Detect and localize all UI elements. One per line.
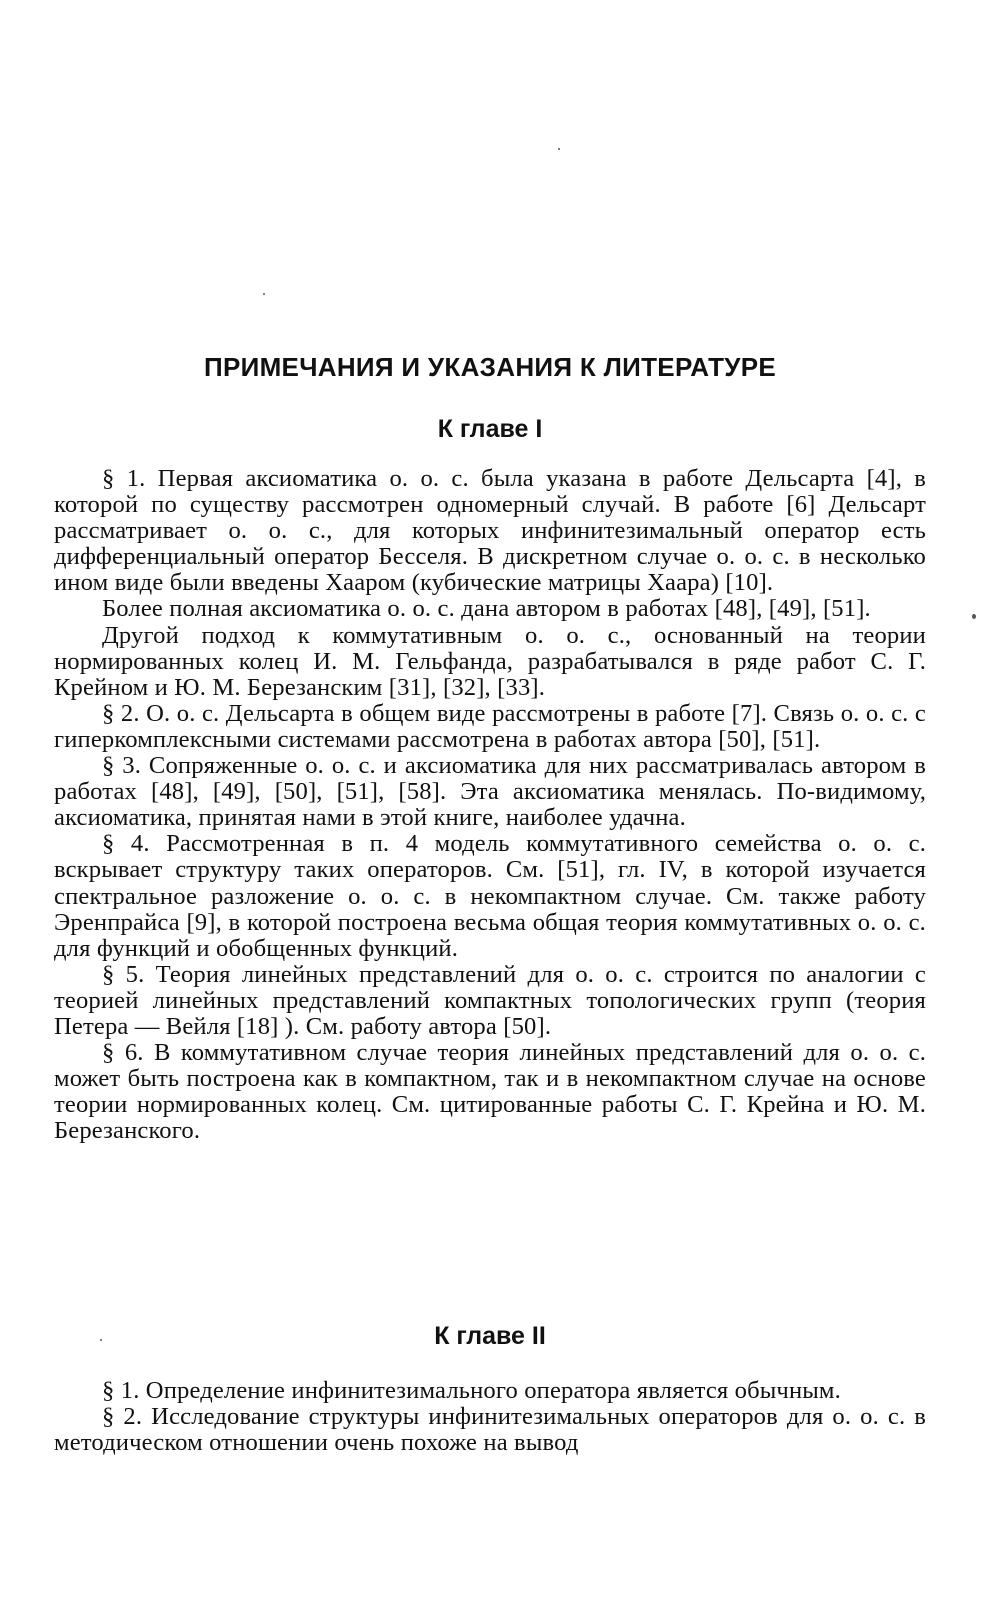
scan-speck: [558, 148, 560, 150]
note-paragraph: § 1. Определение инфинитезимального оператора является обычным.: [102, 1377, 841, 1404]
note-paragraph: § 4. Рассмотренная в п. 4 модель коммутативного семейства о. о. с. вскрывает структуру таких операторов. См. [51], гл. IV, в которой изучается спектральное разложение о. о. с. в некомпактном случае. См. также работу Эренпрайса [9], в которой построена весьма общая теория коммутативных о. о. с. для функций и обобщенных функций.: [54, 830, 926, 962]
note-paragraph: Другой подход к коммутативным о. о. с., основанный на теории нормированных колец И. М. Гельфанда, разрабатывался в ряде работ С. Г. Крейном и Ю. М. Березанским [31], [32], [33].: [54, 621, 926, 701]
note-paragraph: Более полная аксиоматика о. о. с. дана автором в работах [48], [49], [51].: [102, 595, 871, 623]
chapter-1-notes: [54, 466, 926, 1144]
note-paragraph: § 1. Первая аксиоматика о. о. с. была указана в работе Дельсарта [4], в которой по существу рассмотрен одномерный случай. В работе [6] Дельсарт рассматривает о. о. с., для которых инфинитезимальный оператор есть дифференциальный оператор Бесселя. В дискретном случае о. о. с. в несколько ином виде были введены Хааром (кубические матрицы Хаара) [10].: [54, 465, 926, 597]
chapter-2-notes: [54, 1378, 926, 1456]
chapter-heading-1: К главе I: [437, 415, 543, 443]
note-paragraph: § 2. О. о. с. Дельсарта в общем виде рассмотрены в работе [7]. Связь о. о. с. с гиперкомплексными системами рассмотрена в работах автора [50], [51].: [54, 699, 926, 753]
note-paragraph: § 3. Сопряженные о. о. с. и аксиоматика для них рассматривалась автором в работах [48], [49], [50], [51], [58]. Эта аксиоматика менялась. По-видимому, аксиоматика, принятая нами в этой книге, наиболее удачна.: [54, 752, 926, 832]
note-paragraph: § 5. Теория линейных представлений для о. о. с. строится по аналогии с теорией линейных представлений компактных топологических групп (теория Петера — Вейля [18] ). См. работу автора [50].: [54, 960, 926, 1040]
page-title: ПРИМЕЧАНИЯ И УКАЗАНИЯ К ЛИТЕРАТУРЕ: [203, 352, 777, 382]
scan-speck: [972, 614, 976, 619]
note-paragraph: § 6. В коммутативном случае теория линейных представлений для о. о. с. может быть построена как в компактном, так и в некомпактном случае на основе теории нормированных колец. См. цитированные работы С. Г. Крейна и Ю. М. Березанского.: [54, 1039, 926, 1145]
note-paragraph: § 2. Исследование структуры инфинитезимальных операторов для о. о. с. в методическом отношении очень похоже на вывод: [54, 1403, 926, 1457]
scan-speck: [263, 293, 265, 295]
scan-speck: [100, 1339, 102, 1341]
chapter-heading-2: К главе II: [434, 1322, 546, 1350]
